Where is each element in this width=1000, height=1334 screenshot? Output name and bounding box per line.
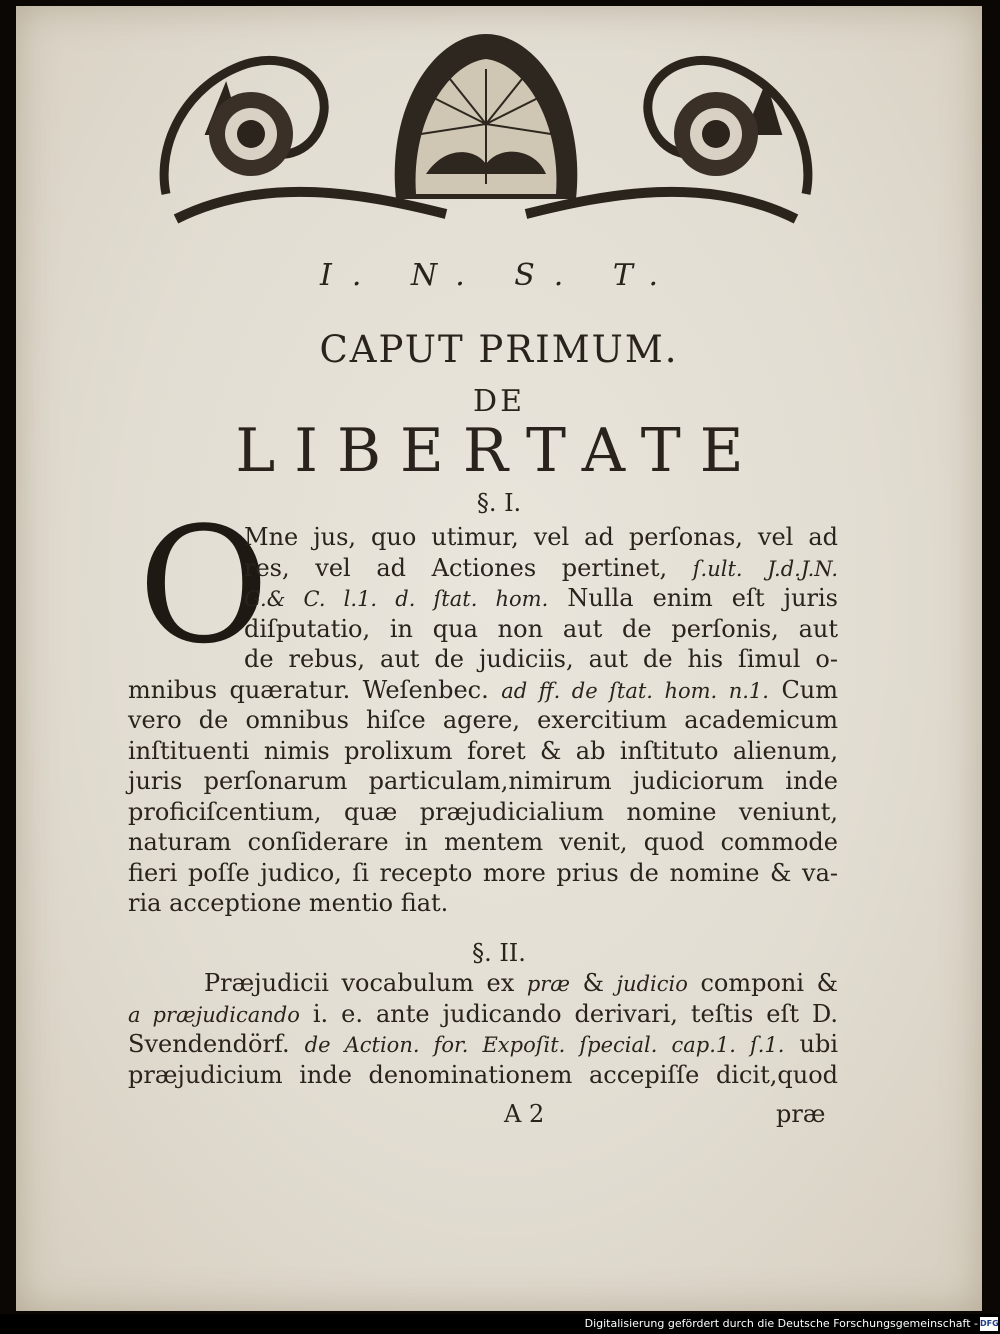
chapter-title: CAPUT PRIMUM. (319, 328, 679, 371)
digitization-credit: Digitalisierung gefördert durch die Deutsche Forschungsgemeinschaft - (584, 1317, 978, 1330)
drop-cap: O (138, 492, 270, 679)
book-page (16, 6, 982, 1311)
chapter-heading: LIBERTATE (235, 416, 763, 486)
italic-citation: a præjudicando (128, 1002, 300, 1027)
dfg-logo: DFG (980, 1317, 998, 1331)
text-line (128, 766, 838, 796)
title-preposition: DE (473, 384, 525, 419)
line-text: Mne jus, quo utimur, vel ad perſonas, vel ad (244, 523, 838, 551)
text-line (128, 797, 838, 827)
line-text: Svendendörf. (128, 1030, 290, 1058)
text-line (128, 675, 838, 706)
line-text: juris perſonarum particulam,nimirum judiciorum inde (128, 767, 838, 795)
italic-citation: ſ.ult. J.d.J.N. (692, 556, 838, 581)
text-line (128, 858, 838, 888)
line-text: diſputatio, in qua non aut de perſonis, aut (244, 614, 838, 643)
section-number-2: §. II. (472, 939, 526, 967)
italic-citation: ad ff. de ſtat. hom. n.1. (501, 678, 769, 703)
italic-citation: de Action. for. Expoſit. ſpecial. cap.1. ſ.1. (304, 1033, 785, 1057)
line-text: inſtituenti nimis prolixum foret & ab inſtituto alienum, (128, 736, 838, 765)
italic-citation: judicio (616, 972, 688, 996)
text-line (128, 1029, 838, 1060)
text-line (244, 553, 838, 584)
text-line (244, 522, 838, 552)
line-text: mnibus quæratur. Weſenbec. (128, 675, 489, 704)
line-text: de rebus, aut de judiciis, aut de his ſimul o- (244, 645, 838, 673)
line-text: naturam conſiderare in mentem venit, quod commode (128, 828, 838, 856)
text-line (128, 999, 838, 1030)
text-line (128, 888, 838, 918)
text-line (244, 614, 838, 644)
floral-headpiece-ornament (146, 24, 826, 234)
line-text: Cum (781, 675, 839, 704)
line-text: Nulla enim eſt juris (567, 584, 838, 612)
line-text: Præjudicii vocabulum ex (204, 969, 515, 997)
text-line (128, 705, 838, 735)
text-line (244, 583, 838, 614)
line-text: præjudicium inde denominationem accepiſſe dicit,quod (128, 1060, 838, 1089)
line-text: res, vel ad Actiones pertinet, (244, 553, 668, 582)
running-head: I. N. S. T. (319, 258, 679, 293)
line-text: ubi (799, 1030, 839, 1058)
line-text: componi & (700, 969, 838, 997)
text-line (128, 827, 838, 857)
line-text: i. e. ante judicando derivari, teſtis eſt D. (312, 999, 838, 1028)
line-text: proficiſcentium, quæ præjudicialium nomine veniunt, (128, 797, 838, 826)
line-text: ria acceptione mentio fiat. (128, 889, 449, 917)
line-text: fieri poſſe judico, ſi recepto more prius de nomine & va- (128, 858, 838, 887)
signature-mark: A 2 (504, 1100, 545, 1128)
text-line (204, 968, 838, 999)
section-number-1: §. I. (476, 489, 522, 517)
text-line (128, 736, 838, 766)
italic-citation: præ (526, 972, 571, 996)
catchword: præ (776, 1100, 826, 1128)
text-line (244, 644, 838, 674)
italic-citation: G.& C. l.1. d. ſtat. hom. (244, 587, 549, 611)
line-text: & (582, 969, 604, 997)
text-line (128, 1060, 838, 1090)
line-text: vero de omnibus hiſce agere, exercitium academicum (128, 706, 838, 734)
